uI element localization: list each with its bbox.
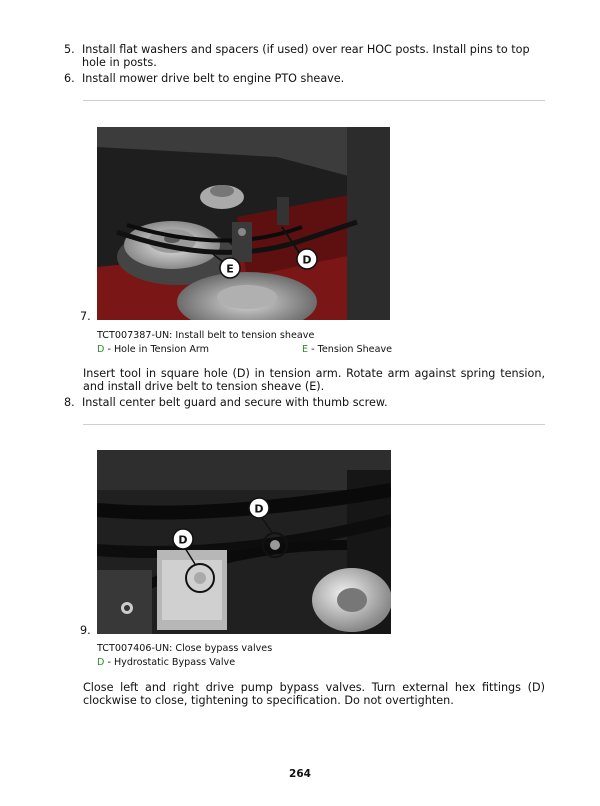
figure-1-caption: TCT007387-UN: Install belt to tension sheave [97,330,315,341]
step-number: 5. [64,43,75,56]
divider [83,424,545,425]
callout-d: D [254,502,264,516]
legend-item [302,344,392,356]
mower-belt-photo-icon [97,127,390,320]
instruction-paragraph: Insert tool in square hole (D) in tension arm. Rotate arm against spring tension, and install drive belt to tension sheave (E). [83,367,545,393]
legend-key: D [97,344,105,355]
step-5 [64,44,544,69]
legend-label: - Hydrostatic Bypass Valve [104,657,236,668]
callout-d: D [178,533,188,547]
step-9-number: 9. [80,624,91,637]
legend-item [97,344,209,356]
step-text: Install center belt guard and secure with thumb screw. [82,396,388,409]
hydrostatic-pump-photo-icon [97,450,391,634]
step-number: 6. [64,72,75,85]
legend-label: - Tension Sheave [308,344,393,355]
callout-e: E [226,262,234,276]
instruction-paragraph: Close left and right drive pump bypass valves. Turn external hex fittings (D) clockwise to close, tightening to specification. Do not overtighten. [83,681,545,707]
figure-1-photo [97,127,390,320]
figure-2-photo [97,450,391,634]
callout-d: D [302,253,312,267]
step-number: 8. [64,396,75,409]
step-text: Install flat washers and spacers (if used) over rear HOC posts. Install pins to top hole in posts. [82,43,530,69]
legend-key: D [97,657,105,668]
step-7-number: 7. [80,310,91,323]
step-6 [64,73,544,86]
figure-2-caption: TCT007406-UN: Close bypass valves [97,643,273,654]
divider [83,100,545,101]
step-text: Install mower drive belt to engine PTO sheave. [82,72,345,85]
legend-key: E [302,344,309,355]
step-8 [64,397,544,410]
page-number: 264 [289,768,311,780]
legend-item [97,657,235,669]
legend-label: - Hole in Tension Arm [104,344,210,355]
